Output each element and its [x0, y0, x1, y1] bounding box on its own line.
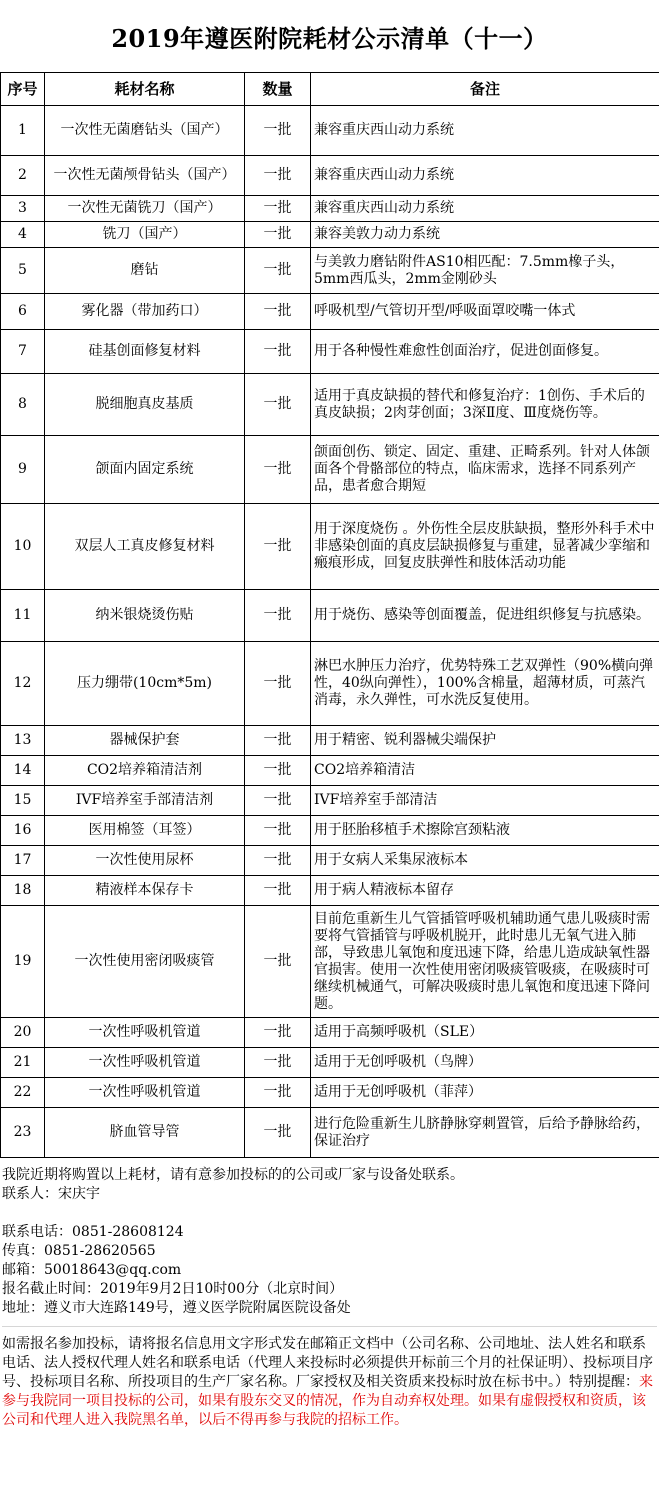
- item-note: 兼容重庆西山动力系统: [311, 156, 659, 196]
- item-name: 一次性呼吸机管道: [45, 1018, 245, 1048]
- notice-paragraph: [2, 1335, 657, 1430]
- item-quantity: 一批: [245, 1018, 311, 1048]
- item-quantity: 一批: [245, 294, 311, 330]
- item-note: 适用于无创呼吸机（菲萍）: [311, 1078, 659, 1108]
- row-number: 16: [1, 816, 45, 846]
- row-number: 17: [1, 846, 45, 876]
- intro-text: 我院近期将购置以上耗材，请有意参加投标的的公司或厂家与设备处联系。: [2, 1167, 464, 1183]
- row-number: 10: [1, 504, 45, 590]
- item-name: CO2培养箱清洁剂: [45, 756, 245, 786]
- header-qty: 数量: [245, 73, 311, 106]
- item-note: 适用于真皮缺损的替代和修复治疗：1创伤、手术后的真皮缺损；2肉芽创面；3深Ⅱ度、Ⅲ度烧伤等。: [311, 374, 659, 436]
- item-name: 脱细胞真皮基质: [45, 374, 245, 436]
- row-number: 23: [1, 1108, 45, 1158]
- header-name: 耗材名称: [45, 73, 245, 106]
- item-quantity: 一批: [245, 756, 311, 786]
- table-row: [1, 294, 659, 330]
- item-quantity: 一批: [245, 1108, 311, 1158]
- table-row: [1, 786, 659, 816]
- item-quantity: 一批: [245, 156, 311, 196]
- row-number: 2: [1, 156, 45, 196]
- item-name: IVF培养室手部清洁剂: [45, 786, 245, 816]
- item-name: 双层人工真皮修复材料: [45, 504, 245, 590]
- row-number: 3: [1, 196, 45, 222]
- item-note: IVF培养室手部清洁: [311, 786, 659, 816]
- item-quantity: 一批: [245, 196, 311, 222]
- item-name: 磨钻: [45, 248, 245, 294]
- table-row: [1, 374, 659, 436]
- item-note: 适用于高频呼吸机（SLE）: [311, 1018, 659, 1048]
- contact-fax: 传真：0851-28620565: [2, 1243, 156, 1259]
- item-name: 精液样本保存卡: [45, 876, 245, 906]
- item-quantity: 一批: [245, 906, 311, 1018]
- item-quantity: 一批: [245, 1048, 311, 1078]
- item-quantity: 一批: [245, 1078, 311, 1108]
- item-quantity: 一批: [245, 816, 311, 846]
- item-name: 铣刀（国产）: [45, 222, 245, 248]
- row-number: 22: [1, 1078, 45, 1108]
- table-row: [1, 590, 659, 642]
- notice-black-text: 如需报名参加投标，请将报名信息用文字形式发在邮箱正文档中（公司名称、公司地址、法人姓名和联系电话、法人授权代理人姓名和联系电话（代理人来投标时必须提供开标前三个月的社保证明）、投标项目序号、投标项目名称、所投项目的生产厂家名称。厂家授权及相关资质来投标时放在标书中。）特别提醒：: [2, 1336, 653, 1390]
- item-note: 用于胚胎移植手术擦除宫颈粘液: [311, 816, 659, 846]
- item-quantity: 一批: [245, 436, 311, 504]
- item-note: 目前危重新生儿气管插管呼吸机辅助通气患儿吸痰时需要将气管插管与呼吸机脱开，此时患儿无氧气进入肺部，导致患儿氧饱和度迅速下降，给患儿造成缺氧性器官损害。使用一次性使用密闭吸痰管吸痰，在吸痰时可继续机械通气，可解决吸痰时患儿氧饱和度迅速下降问题。: [311, 906, 659, 1018]
- contact-phone: 联系电话：0851-28608124: [2, 1224, 184, 1240]
- row-number: 5: [1, 248, 45, 294]
- item-note: 淋巴水肿压力治疗，优势特殊工艺双弹性（90%横向弹性，40纵向弹性），100%含棉量，超薄材质，可蒸汽消毒，永久弹性，可水洗反复使用。: [311, 642, 659, 726]
- table-row: [1, 248, 659, 294]
- row-number: 4: [1, 222, 45, 248]
- item-name: 一次性呼吸机管道: [45, 1048, 245, 1078]
- deadline-text: 报名截止时间：2019年9月2日10时00分（北京时间）: [2, 1281, 344, 1297]
- row-number: 11: [1, 590, 45, 642]
- contact-email: 邮箱：50018643@qq.com: [2, 1262, 182, 1278]
- item-name: 器械保护套: [45, 726, 245, 756]
- row-number: 13: [1, 726, 45, 756]
- item-name: 压力绷带(10cm*5m): [45, 642, 245, 726]
- table-row: [1, 504, 659, 590]
- table-row: [1, 726, 659, 756]
- table-row: [1, 1048, 659, 1078]
- item-note: 呼吸机型/气管切开型/呼吸面罩咬嘴一体式: [311, 294, 659, 330]
- row-number: 15: [1, 786, 45, 816]
- item-note: 颌面创伤、锁定、固定、重建、正畸系列。针对人体颌面各个骨骼部位的特点，临床需求，选择不同系列产品，患者愈合期短: [311, 436, 659, 504]
- item-note: 用于病人精液标本留存: [311, 876, 659, 906]
- notice-red-text: 来参与我院同一项目投标的公司，如果有股东交叉的情况，作为自动弃权处理。如果有虚假授权和资质，该公司和代理人进入我院黑名单，以后不得再参与我院的招标工作。: [2, 1374, 653, 1428]
- row-number: 1: [1, 106, 45, 156]
- item-note: 用于深度烧伤 。外伤性全层皮肤缺损，整形外科手术中非感染创面的真皮层缺损修复与重建，显著减少挛缩和瘢痕形成，回复皮肤弹性和肢体活动功能: [311, 504, 659, 590]
- item-note: 用于烧伤、感染等创面覆盖，促进组织修复与抗感染。: [311, 590, 659, 642]
- item-name: 纳米银烧烫伤贴: [45, 590, 245, 642]
- table-row: [1, 222, 659, 248]
- table-row: [1, 196, 659, 222]
- row-number: 19: [1, 906, 45, 1018]
- table-header-row: [1, 73, 659, 106]
- item-quantity: 一批: [245, 590, 311, 642]
- item-quantity: 一批: [245, 846, 311, 876]
- item-name: 一次性无菌磨钻头（国产）: [45, 106, 245, 156]
- item-name: 一次性使用密闭吸痰管: [45, 906, 245, 1018]
- item-quantity: 一批: [245, 222, 311, 248]
- item-name: 雾化器（带加药口）: [45, 294, 245, 330]
- table-row: [1, 906, 659, 1018]
- table-row: [1, 330, 659, 374]
- table-row: [1, 106, 659, 156]
- item-name: 一次性使用尿杯: [45, 846, 245, 876]
- header-note: 备注: [311, 73, 659, 106]
- item-note: 进行危险重新生儿脐静脉穿刺置管，后给予静脉给药，保证治疗: [311, 1108, 659, 1158]
- item-name: 颌面内固定系统: [45, 436, 245, 504]
- item-quantity: 一批: [245, 642, 311, 726]
- row-number: 14: [1, 756, 45, 786]
- item-note: 用于精密、锐利器械尖端保护: [311, 726, 659, 756]
- table-row: [1, 1108, 659, 1158]
- item-quantity: 一批: [245, 248, 311, 294]
- item-quantity: 一批: [245, 374, 311, 436]
- table-row: [1, 1018, 659, 1048]
- item-quantity: 一批: [245, 726, 311, 756]
- item-quantity: 一批: [245, 876, 311, 906]
- item-name: 一次性无菌颅骨钻头（国产）: [45, 156, 245, 196]
- table-row: [1, 846, 659, 876]
- row-number: 8: [1, 374, 45, 436]
- item-quantity: 一批: [245, 106, 311, 156]
- address-text: 地址：遵义市大连路149号，遵义医学院附属医院设备处: [2, 1300, 351, 1316]
- item-note: 兼容美敦力动力系统: [311, 222, 659, 248]
- table-row: [1, 642, 659, 726]
- row-number: 7: [1, 330, 45, 374]
- row-number: 6: [1, 294, 45, 330]
- item-name: 硅基创面修复材料: [45, 330, 245, 374]
- item-note: 适用于无创呼吸机（鸟牌）: [311, 1048, 659, 1078]
- table-row: [1, 816, 659, 846]
- item-quantity: 一批: [245, 504, 311, 590]
- item-quantity: 一批: [245, 330, 311, 374]
- table-row: [1, 156, 659, 196]
- footer-notice: [0, 1158, 659, 1430]
- row-number: 9: [1, 436, 45, 504]
- item-name: 一次性呼吸机管道: [45, 1078, 245, 1108]
- item-note: 兼容重庆西山动力系统: [311, 106, 659, 156]
- row-number: 20: [1, 1018, 45, 1048]
- contact-person: 联系人：宋庆宇: [2, 1186, 100, 1202]
- item-name: 一次性无菌铣刀（国产）: [45, 196, 245, 222]
- item-note: 兼容重庆西山动力系统: [311, 196, 659, 222]
- item-note: CO2培养箱清洁: [311, 756, 659, 786]
- item-name: 医用棉签（耳签）: [45, 816, 245, 846]
- table-row: [1, 756, 659, 786]
- document-title: 2019年遵医附院耗材公示清单（十一）: [111, 23, 548, 53]
- row-number: 12: [1, 642, 45, 726]
- item-note: 用于各种慢性难愈性创面治疗，促进创面修复。: [311, 330, 659, 374]
- table-row: [1, 876, 659, 906]
- table-row: [1, 1078, 659, 1108]
- item-name: 脐血管导管: [45, 1108, 245, 1158]
- table-row: [1, 436, 659, 504]
- header-no: 序号: [1, 73, 45, 106]
- item-quantity: 一批: [245, 786, 311, 816]
- consumables-table: [0, 72, 659, 1158]
- item-note: 用于女病人采集尿液标本: [311, 846, 659, 876]
- row-number: 18: [1, 876, 45, 906]
- item-note: 与美敦力磨钻附件AS10相匹配：7.5mm橡子头，5mm西瓜头，2mm金刚砂头: [311, 248, 659, 294]
- row-number: 21: [1, 1048, 45, 1078]
